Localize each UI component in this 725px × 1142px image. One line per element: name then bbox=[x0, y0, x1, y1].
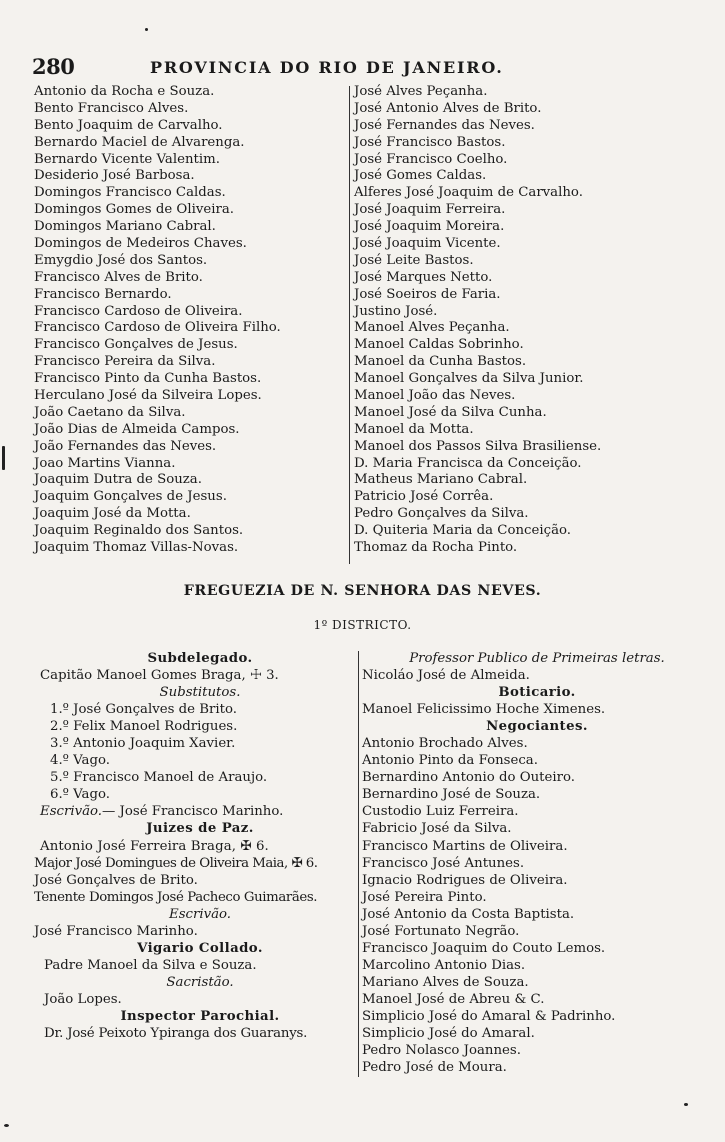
top-list-right bbox=[354, 84, 714, 557]
list-item: Francisco Cardoso de Oliveira Filho. bbox=[34, 320, 281, 336]
list-item: José Antonio Alves de Brito. bbox=[354, 100, 542, 116]
list-item: D. Quiteria Maria da Conceição. bbox=[354, 523, 571, 539]
juizes-escrivao-name: José Francisco Marinho. bbox=[34, 923, 198, 939]
list-item: Joao Martins Vianna. bbox=[34, 455, 176, 471]
list-item: Joaquim Reginaldo dos Santos. bbox=[34, 523, 244, 539]
escrivao-label: Escrivão. bbox=[40, 804, 103, 820]
negociante-entry: Bernardino Antonio do Outeiro. bbox=[362, 770, 575, 786]
negociante-entry: Pedro José de Moura. bbox=[362, 1060, 507, 1076]
list-item: Emygdio José dos Santos. bbox=[34, 252, 208, 268]
list-item: Bento Joaquim de Carvalho. bbox=[34, 117, 223, 133]
list-item: Joaquim Gonçalves de Jesus. bbox=[34, 489, 227, 505]
list-item: Bernardo Maciel de Alvarenga. bbox=[34, 134, 245, 150]
list-item: Francisco Pinto da Cunha Bastos. bbox=[34, 371, 262, 387]
negociante-entry: José Antonio da Costa Baptista. bbox=[362, 906, 575, 922]
subdelegado-heading: Subdelegado. bbox=[147, 651, 253, 666]
negociante-entry: Ignacio Rodrigues de Oliveira. bbox=[362, 872, 568, 888]
substituto-entry: 5.º Francisco Manoel de Araujo. bbox=[50, 770, 268, 786]
list-item: Francisco Bernardo. bbox=[34, 286, 172, 302]
negociante-entry: Fabricio José da Silva. bbox=[362, 821, 512, 837]
negociante-entry: Manoel José de Abreu & C. bbox=[362, 991, 545, 1007]
substituto-entry: 1.º José Gonçalves de Brito. bbox=[50, 702, 238, 718]
list-item: Justino José. bbox=[354, 303, 438, 319]
boticario-heading: Boticario. bbox=[498, 685, 576, 701]
negociante-entry: Marcolino Antonio Dias. bbox=[362, 957, 526, 973]
negociante-entry: Francisco José Antunes. bbox=[362, 855, 525, 871]
substituto-entry: 3.º Antonio Joaquim Xavier. bbox=[50, 736, 236, 752]
list-item: Manoel da Cunha Bastos. bbox=[354, 354, 527, 370]
list-item: José Joaquim Ferreira. bbox=[354, 202, 506, 218]
list-item: Francisco Cardoso de Oliveira. bbox=[34, 303, 243, 319]
list-item: Manoel da Motta. bbox=[354, 421, 474, 437]
sacristao-heading: Sacristão. bbox=[166, 974, 234, 990]
negociante-entry: Antonio Pinto da Fonseca. bbox=[362, 753, 538, 769]
list-item: José Joaquim Vicente. bbox=[354, 236, 501, 252]
negociante-entry: Pedro Nolasco Joannes. bbox=[362, 1043, 521, 1059]
professor-name: Nicoláo José de Almeida. bbox=[362, 668, 530, 684]
list-item: Thomaz da Rocha Pinto. bbox=[354, 540, 518, 556]
list-item: Manoel José da Silva Cunha. bbox=[354, 404, 547, 420]
list-item: Pedro Gonçalves da Silva. bbox=[354, 506, 529, 522]
inspector-name: Dr. José Peixoto Ypiranga dos Guaranys. bbox=[44, 1026, 308, 1042]
order-mark: ✠ 6. bbox=[291, 855, 318, 871]
list-item: Manoel Gonçalves da Silva Junior. bbox=[354, 371, 584, 387]
ink-speck bbox=[2, 446, 5, 470]
list-item: Antonio da Rocha e Souza. bbox=[34, 84, 215, 99]
list-item: José Leite Bastos. bbox=[354, 252, 474, 268]
list-item: José Francisco Bastos. bbox=[354, 134, 506, 150]
list-item: Manoel João das Neves. bbox=[354, 388, 516, 404]
professor-heading: Professor Publico de Primeiras letras. bbox=[409, 651, 665, 666]
list-item: José Joaquim Moreira. bbox=[354, 219, 505, 235]
list-item: Joaquim Dutra de Souza. bbox=[34, 472, 202, 488]
subdelegado-name: Capitão Manoel Gomes Braga, bbox=[40, 668, 246, 684]
list-item: José Marques Netto. bbox=[354, 269, 493, 285]
ink-speck bbox=[4, 1124, 9, 1127]
vigario-name: Padre Manoel da Silva e Souza. bbox=[44, 957, 257, 973]
list-item: Bernardo Vicente Valentim. bbox=[34, 151, 220, 167]
sacristao-name: João Lopes. bbox=[44, 991, 122, 1007]
boticario-name: Manoel Felicissimo Hoche Ximenes. bbox=[362, 702, 606, 718]
district-label: 1º DISTRICTO. bbox=[313, 618, 412, 632]
list-item: João Dias de Almeida Campos. bbox=[34, 421, 240, 437]
professionals-column bbox=[362, 650, 712, 1076]
order-mark: ✠ 6. bbox=[240, 838, 269, 854]
list-item: Herculano José da Silveira Lopes. bbox=[34, 388, 262, 404]
juiz-entry: Tenente Domingos José Pacheco Guimarães. bbox=[34, 889, 318, 905]
list-item: Domingos Mariano Cabral. bbox=[34, 219, 216, 235]
juizes-heading: Juizes de Paz. bbox=[146, 821, 254, 837]
negociante-entry: Simplicio José do Amaral. bbox=[362, 1026, 535, 1042]
negociante-entry: José Pereira Pinto. bbox=[362, 889, 487, 905]
list-item: Domingos Gomes de Oliveira. bbox=[34, 202, 234, 218]
negociante-entry: Francisco Joaquim do Couto Lemos. bbox=[362, 940, 606, 956]
negociante-entry: Bernardino José de Souza. bbox=[362, 787, 541, 803]
list-item: Patricio José Corrêa. bbox=[354, 489, 494, 505]
section-title: FREGUEZIA DE N. SENHORA DAS NEVES. bbox=[183, 583, 542, 599]
list-item: José Gomes Caldas. bbox=[354, 168, 487, 184]
list-item: João Fernandes das Neves. bbox=[34, 438, 217, 454]
juiz-entry bbox=[40, 838, 360, 855]
list-item: José Alves Peçanha. bbox=[354, 84, 488, 99]
ink-speck bbox=[145, 28, 148, 31]
juiz-entry bbox=[34, 855, 360, 872]
running-title: PROVINCIA DO RIO DE JANEIRO. bbox=[150, 58, 504, 77]
page-header bbox=[30, 52, 710, 82]
escrivao-entry bbox=[40, 803, 360, 820]
negociantes-list bbox=[362, 735, 712, 1076]
list-item: Alferes José Joaquim de Carvalho. bbox=[354, 185, 583, 201]
list-item: D. Maria Francisca da Conceição. bbox=[354, 455, 582, 471]
list-item: Francisco Alves de Brito. bbox=[34, 269, 203, 285]
list-item: João Caetano da Silva. bbox=[34, 404, 186, 420]
juizes-escrivao-heading: Escrivão. bbox=[168, 906, 232, 922]
list-item: Desiderio José Barbosa. bbox=[34, 168, 195, 184]
list-item: Francisco Pereira da Silva. bbox=[34, 354, 216, 370]
negociante-entry: Antonio Brochado Alves. bbox=[362, 736, 528, 752]
officials-column bbox=[34, 650, 360, 1042]
escrivao-name: — José Francisco Marinho. bbox=[102, 804, 284, 820]
substitutos-list bbox=[40, 701, 360, 803]
substituto-entry: 4.º Vago. bbox=[50, 753, 110, 769]
list-item: Joaquim José da Motta. bbox=[34, 506, 191, 522]
list-item: Joaquim Thomaz Villas-Novas. bbox=[34, 540, 239, 556]
list-item: José Fernandes das Neves. bbox=[354, 117, 535, 133]
list-item: Domingos Francisco Caldas. bbox=[34, 185, 226, 201]
negociante-entry: Francisco Martins de Oliveira. bbox=[362, 838, 568, 854]
list-item: José Soeiros de Faria. bbox=[354, 286, 501, 302]
list-item: Manoel dos Passos Silva Brasiliense. bbox=[354, 438, 602, 454]
juiz-name: Major José Domingues de Oliveira Maia, bbox=[34, 855, 288, 871]
list-item: Domingos de Medeiros Chaves. bbox=[34, 236, 247, 252]
ink-speck bbox=[684, 1103, 688, 1106]
negociante-entry: Mariano Alves de Souza. bbox=[362, 974, 529, 990]
order-mark: ☩ 3. bbox=[249, 668, 279, 684]
list-item: Francisco Gonçalves de Jesus. bbox=[34, 337, 238, 353]
negociante-entry: Simplicio José do Amaral & Padrinho. bbox=[362, 1008, 616, 1024]
subdelegado-entry bbox=[40, 667, 360, 684]
inspector-heading: Inspector Parochial. bbox=[120, 1008, 280, 1024]
substituto-entry: 2.º Felix Manoel Rodrigues. bbox=[50, 719, 238, 735]
negociante-entry: Custodio Luiz Ferreira. bbox=[362, 804, 519, 820]
top-list-left bbox=[34, 84, 344, 557]
substituto-entry: 6.º Vago. bbox=[50, 787, 110, 803]
list-item: Matheus Mariano Cabral. bbox=[354, 472, 528, 488]
column-divider bbox=[358, 651, 359, 1077]
vigario-heading: Vigario Collado. bbox=[137, 940, 263, 956]
list-item: Manoel Alves Peçanha. bbox=[354, 320, 510, 336]
negociante-entry: José Fortunato Negrão. bbox=[362, 923, 520, 939]
substitutos-heading: Substitutos. bbox=[159, 685, 241, 701]
juiz-name: Antonio José Ferreira Braga, bbox=[40, 838, 237, 854]
negociantes-heading: Negociantes. bbox=[486, 719, 588, 735]
list-item: José Francisco Coelho. bbox=[354, 151, 508, 167]
list-item: Bento Francisco Alves. bbox=[34, 100, 189, 116]
page-number: 280 bbox=[32, 54, 75, 79]
list-item: Manoel Caldas Sobrinho. bbox=[354, 337, 524, 353]
column-divider bbox=[349, 86, 350, 564]
juiz-entry: José Gonçalves de Brito. bbox=[34, 872, 198, 888]
